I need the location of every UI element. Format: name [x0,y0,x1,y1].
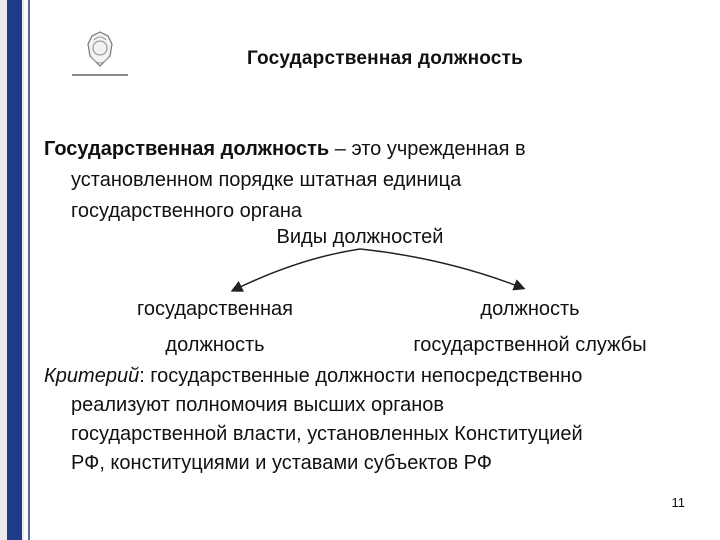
branch-right-line-1: должность [480,298,580,320]
arrow-right [360,249,520,287]
coat-of-arms-icon [70,28,130,80]
criterion-line-1 [44,362,704,391]
branch-left-line-1: государственная [137,298,293,320]
definition-text [44,134,684,227]
definition-term: Государственная должность [44,138,330,160]
types-label: Виды должностей [276,226,444,248]
branch-state-position [110,291,320,363]
branch-left-line-2: должность [165,334,265,356]
definition-rest: – это учрежденная в [329,138,526,160]
criterion-line-4: РФ, конституциями и уставами субъектов РФ [71,452,492,474]
definition-line-2: установленном порядке штатная единица [71,169,462,191]
arrow-left [236,249,360,289]
criterion-line-2: реализуют полномочия высших органов [71,394,444,416]
definition-line-1 [44,134,684,165]
branch-civil-service-position [380,291,680,363]
side-bar-accent [7,0,22,540]
criterion-text [44,362,704,478]
page-number: 11 [671,495,685,510]
definition-line-3: государственного органа [71,200,303,222]
criterion-rest: : государственные должности непосредственно [139,365,583,387]
side-bar-rule [28,0,30,540]
branch-right-line-2: государственной службы [413,334,647,356]
criterion-line-3: государственной власти, установленных Конституцией [71,423,583,445]
criterion-label: Критерий [44,365,140,387]
slide-title: Государственная должность [247,48,523,69]
